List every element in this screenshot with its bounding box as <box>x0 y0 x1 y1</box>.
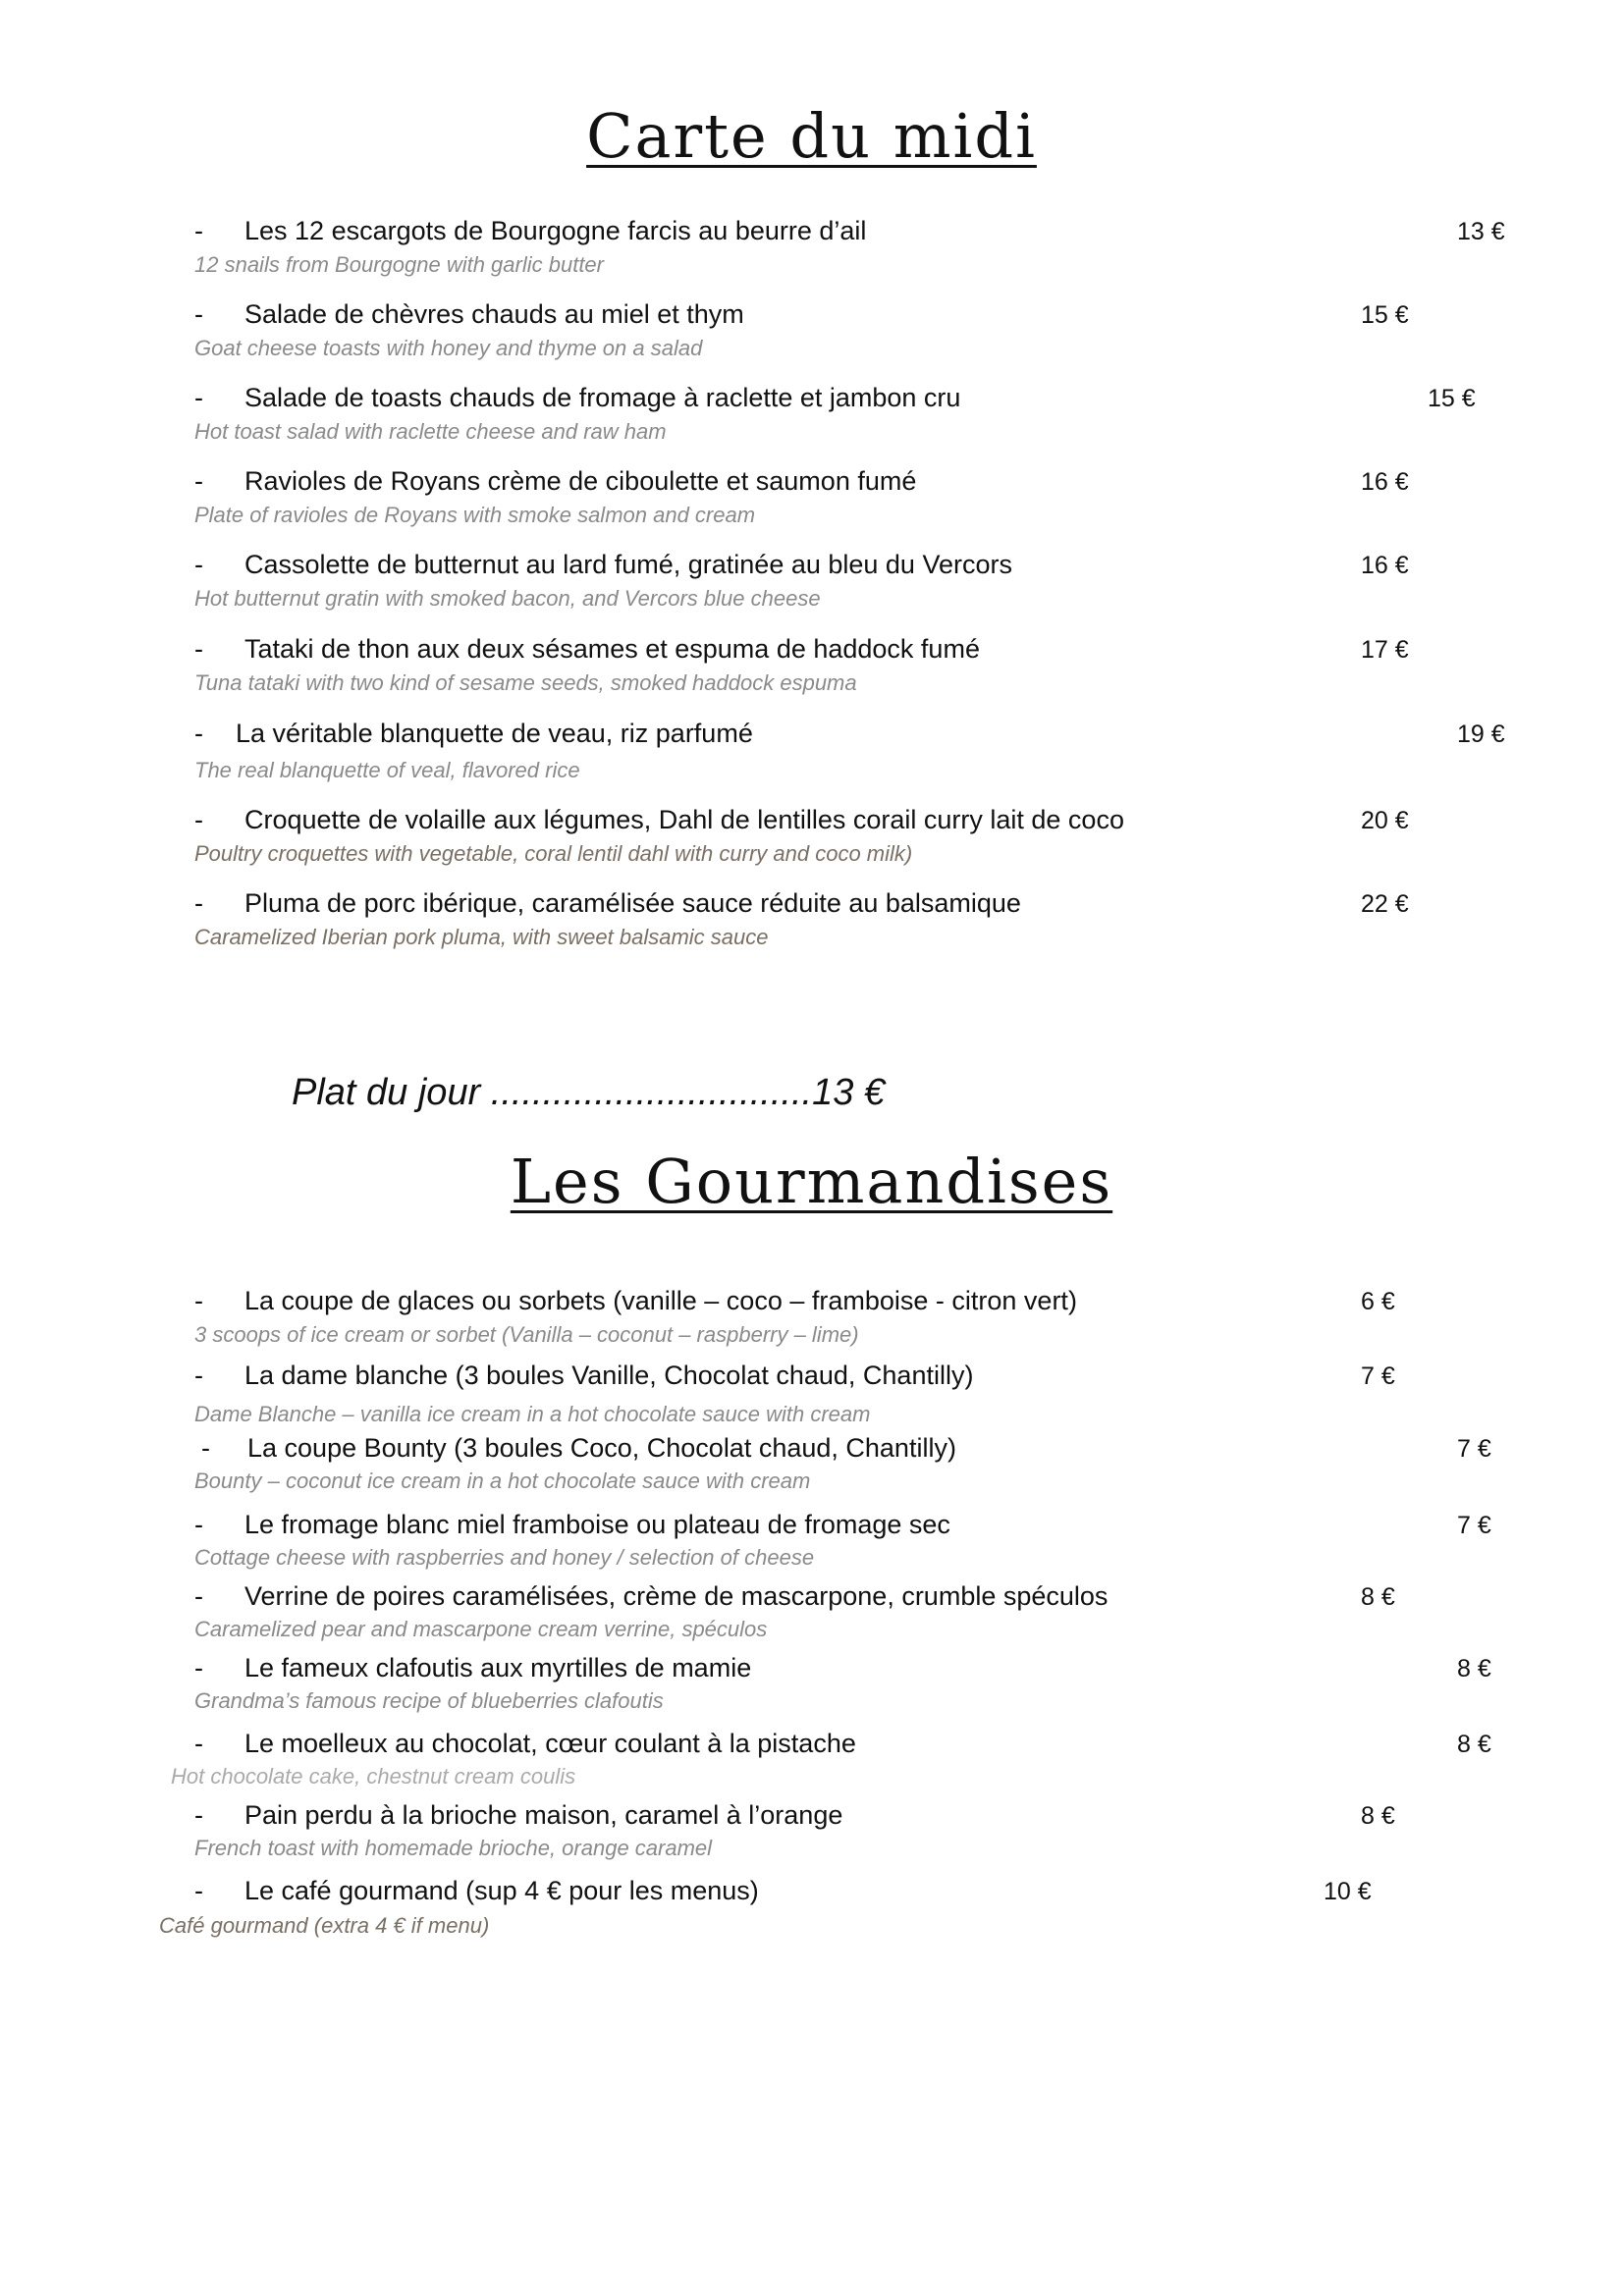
lunch-menu-title: Carte du midi <box>586 100 1037 172</box>
item-price: 20 € <box>1361 807 1409 834</box>
menu-item <box>0 634 1623 703</box>
item-description: Poultry croquettes with vegetable, coral lentil dahl with curry and coco milk) <box>194 841 913 866</box>
menu-item <box>0 1876 1623 1945</box>
item-description: French toast with homemade brioche, orange caramel <box>194 1836 713 1860</box>
menu-item <box>0 550 1623 618</box>
item-price: 13 € <box>1457 218 1505 245</box>
item-price: 8 € <box>1457 1655 1491 1682</box>
menu-item <box>0 1729 1623 1797</box>
item-price: 15 € <box>1361 301 1409 329</box>
item-name: La véritable blanquette de veau, riz parfumé <box>236 719 753 748</box>
menu-item <box>0 1581 1623 1650</box>
item-dash: - <box>194 1876 203 1905</box>
item-name: Tataki de thon aux deux sésames et espuma de haddock fumé <box>244 634 980 664</box>
item-description: Dame Blanche – vanilla ice cream in a hot chocolate sauce with cream <box>194 1402 871 1426</box>
item-dash: - <box>194 216 203 245</box>
item-dash: - <box>194 1729 203 1758</box>
item-dash: - <box>194 1581 203 1611</box>
item-dash: - <box>194 383 203 412</box>
item-description: Caramelized Iberian pork pluma, with sweet balsamic sauce <box>194 925 769 949</box>
item-description: Hot toast salad with raclette cheese and raw ham <box>194 419 667 444</box>
item-name: La coupe de glaces ou sorbets (vanille – coco – framboise - citron vert) <box>244 1286 1077 1315</box>
menu-item <box>0 888 1623 957</box>
item-price: 8 € <box>1457 1731 1491 1758</box>
item-name: Pain perdu à la brioche maison, caramel à l’orange <box>244 1800 843 1830</box>
item-name: Le fromage blanc miel framboise ou plateau de fromage sec <box>244 1510 950 1539</box>
item-dash: - <box>194 888 203 918</box>
item-price: 17 € <box>1361 636 1409 664</box>
menu-item <box>0 805 1623 874</box>
menu-item <box>0 1433 1623 1502</box>
item-description: Caramelized pear and mascarpone cream verrine, spéculos <box>194 1617 768 1641</box>
menu-item <box>0 1510 1623 1578</box>
item-price: 19 € <box>1457 721 1505 748</box>
item-dash: - <box>194 719 203 748</box>
item-description: Café gourmand (extra 4 € if menu) <box>159 1913 490 1938</box>
item-dash: - <box>194 466 203 496</box>
item-name: Salade de toasts chauds de fromage à raclette et jambon cru <box>244 383 961 412</box>
item-description: Bounty – coconut ice cream in a hot chocolate sauce with cream <box>194 1468 811 1493</box>
item-dash: - <box>194 1653 203 1682</box>
item-name: Le café gourmand (sup 4 € pour les menus) <box>244 1876 759 1905</box>
item-dash: - <box>194 1361 203 1390</box>
item-description: The real blanquette of veal, flavored rice <box>194 758 580 782</box>
item-dash: - <box>201 1433 210 1463</box>
menu-item <box>0 1800 1623 1869</box>
item-name: Croquette de volaille aux légumes, Dahl de lentilles corail curry lait de coco <box>244 805 1124 834</box>
item-description: Cottage cheese with raspberries and honey / selection of cheese <box>194 1545 815 1570</box>
item-name: La dame blanche (3 boules Vanille, Chocolat chaud, Chantilly) <box>244 1361 974 1390</box>
item-description: Plate of ravioles de Royans with smoke salmon and cream <box>194 503 756 527</box>
menu-item <box>0 299 1623 368</box>
item-price: 16 € <box>1361 468 1409 496</box>
item-description: 3 scoops of ice cream or sorbet (Vanilla – coconut – raspberry – lime) <box>194 1322 859 1347</box>
menu-item <box>0 1361 1623 1429</box>
item-description: Goat cheese toasts with honey and thyme on a salad <box>194 336 703 360</box>
item-price: 16 € <box>1361 552 1409 579</box>
item-dash: - <box>194 634 203 664</box>
menu-item <box>0 466 1623 535</box>
item-name: Salade de chèvres chauds au miel et thym <box>244 299 744 329</box>
item-description: Hot chocolate cake, chestnut cream coulis <box>171 1764 576 1789</box>
menu-item <box>0 1286 1623 1355</box>
item-dash: - <box>194 805 203 834</box>
item-price: 7 € <box>1457 1512 1491 1539</box>
item-price: 8 € <box>1361 1583 1395 1611</box>
item-dash: - <box>194 1510 203 1539</box>
item-description: Tuna tataki with two kind of sesame seeds, smoked haddock espuma <box>194 670 857 695</box>
item-dash: - <box>194 1286 203 1315</box>
item-name: Verrine de poires caramélisées, crème de mascarpone, crumble spéculos <box>244 1581 1109 1611</box>
item-description: Grandma’s famous recipe of blueberries clafoutis <box>194 1688 664 1713</box>
menu-item <box>0 216 1623 285</box>
item-price: 8 € <box>1361 1802 1395 1830</box>
item-description: 12 snails from Bourgogne with garlic butter <box>194 252 604 277</box>
item-name: Le fameux clafoutis aux myrtilles de mamie <box>244 1653 752 1682</box>
item-price: 7 € <box>1457 1435 1491 1463</box>
menu-item <box>0 383 1623 452</box>
item-name: Ravioles de Royans crème de ciboulette et saumon fumé <box>244 466 917 496</box>
item-name: Le moelleux au chocolat, cœur coulant à la pistache <box>244 1729 856 1758</box>
item-dash: - <box>194 550 203 579</box>
item-price: 6 € <box>1361 1288 1395 1315</box>
item-dash: - <box>194 299 203 329</box>
item-description: Hot butternut gratin with smoked bacon, and Vercors blue cheese <box>194 586 821 611</box>
plat-du-jour: Plat du jour ...............................13 € <box>292 1072 886 1113</box>
desserts-title: Les Gourmandises <box>510 1146 1113 1217</box>
item-price: 15 € <box>1428 385 1476 412</box>
menu-item <box>0 719 1623 787</box>
item-name: Pluma de porc ibérique, caramélisée sauce réduite au balsamique <box>244 888 1021 918</box>
item-name: La coupe Bounty (3 boules Coco, Chocolat chaud, Chantilly) <box>247 1433 956 1463</box>
item-price: 7 € <box>1361 1362 1395 1390</box>
menu-item <box>0 1653 1623 1722</box>
item-dash: - <box>194 1800 203 1830</box>
item-price: 10 € <box>1324 1878 1372 1905</box>
item-name: Les 12 escargots de Bourgogne farcis au beurre d’ail <box>244 216 867 245</box>
item-price: 22 € <box>1361 890 1409 918</box>
item-name: Cassolette de butternut au lard fumé, gratinée au bleu du Vercors <box>244 550 1012 579</box>
